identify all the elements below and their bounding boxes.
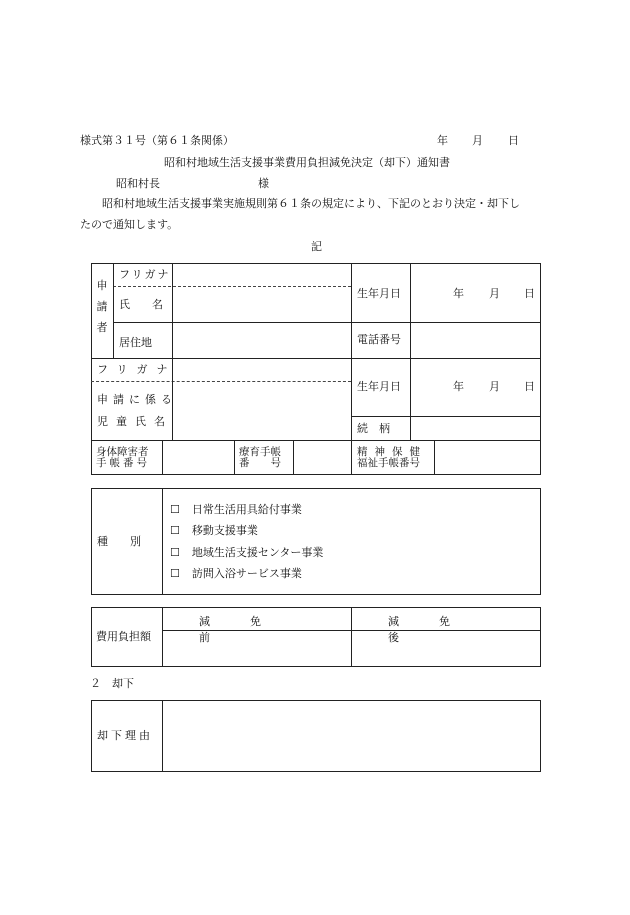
rule <box>351 416 541 417</box>
birthdate-year: 年 <box>453 287 464 300</box>
before-reduction-label: 減免前 <box>199 615 301 644</box>
date-month-label: 月 <box>472 134 483 147</box>
body-text-line1: 昭和村地域生活支援事業実施規則第６１条の規定により、下記のとおり決定・却下し <box>102 197 520 210</box>
rejection-reason-label: 却下理由 <box>97 729 153 742</box>
birthdate-label: 生年月日 <box>357 287 401 300</box>
disability-handbook-label: 身体障害者 手帳番号 <box>96 446 150 470</box>
document-title: 昭和村地域生活支援事業費用負担減免決定（却下）通知書 <box>164 156 450 169</box>
child-label-line1: 申請に係る <box>97 393 177 406</box>
category-option[interactable]: ☐ 地域生活支援センター事業 <box>170 546 324 559</box>
body-text-line2: たので通知します。 <box>80 218 179 231</box>
rule <box>162 440 163 475</box>
rule <box>172 263 173 440</box>
category-table <box>91 488 541 595</box>
checkbox-icon[interactable]: ☐ <box>170 546 180 559</box>
name-label: 氏 名 <box>119 298 163 311</box>
birthdate-day: 日 <box>524 287 535 300</box>
date-year-label: 年 <box>437 134 448 147</box>
rule <box>162 607 163 667</box>
category-option[interactable]: ☐ 移動支援事業 <box>170 524 258 537</box>
child-label-line2: 児童氏名 <box>97 415 173 428</box>
furigana-label: フリガナ <box>119 268 171 281</box>
rule <box>234 440 235 475</box>
child-furigana-label: フリガナ <box>97 363 177 376</box>
rule <box>91 358 541 359</box>
category-label: 種 別 <box>97 535 141 548</box>
date-day-label: 日 <box>508 134 519 147</box>
child-birthdate-label: 生年月日 <box>357 380 401 393</box>
rule <box>351 607 352 667</box>
birthdate-month: 月 <box>489 287 500 300</box>
rule <box>351 263 352 440</box>
rule <box>162 488 163 595</box>
rule <box>410 263 411 440</box>
mental-health-handbook-label: 精神保健 福祉手帳番号 <box>357 446 427 470</box>
honorific: 様 <box>258 177 269 190</box>
phone-label: 電話番号 <box>357 333 401 346</box>
rule <box>162 700 163 772</box>
category-option[interactable]: ☐ 訪問入浴サービス事業 <box>170 567 302 580</box>
issuer-name: 昭和村長 <box>116 177 160 190</box>
rule <box>351 440 352 475</box>
rejection-heading: ２ 却下 <box>90 677 134 690</box>
rule <box>91 440 541 441</box>
ryoiku-handbook-label: 療育手帳 番 号 <box>239 446 281 470</box>
rejection-table <box>91 700 541 772</box>
child-birthdate-month: 月 <box>489 380 500 393</box>
ki-marker: 記 <box>311 240 322 253</box>
cost-label: 費用負担額 <box>96 630 151 643</box>
furigana-dash-line <box>113 286 351 287</box>
applicant-label: 申請者 <box>96 279 108 334</box>
category-option[interactable]: ☐ 日常生活用具給付事業 <box>170 503 302 516</box>
rule <box>293 440 294 475</box>
rule <box>434 440 435 475</box>
rule <box>113 263 114 358</box>
child-birthdate-year: 年 <box>453 380 464 393</box>
rule <box>113 322 541 323</box>
checkbox-icon[interactable]: ☐ <box>170 503 180 516</box>
after-reduction-label: 減免後 <box>388 615 490 644</box>
child-furigana-dash-line <box>91 381 351 382</box>
form-number: 様式第３１号（第６１条関係） <box>80 134 234 147</box>
child-birthdate-day: 日 <box>524 380 535 393</box>
address-label: 居住地 <box>119 336 152 349</box>
checkbox-icon[interactable]: ☐ <box>170 524 180 537</box>
checkbox-icon[interactable]: ☐ <box>170 567 180 580</box>
relationship-label: 続 柄 <box>357 422 390 435</box>
